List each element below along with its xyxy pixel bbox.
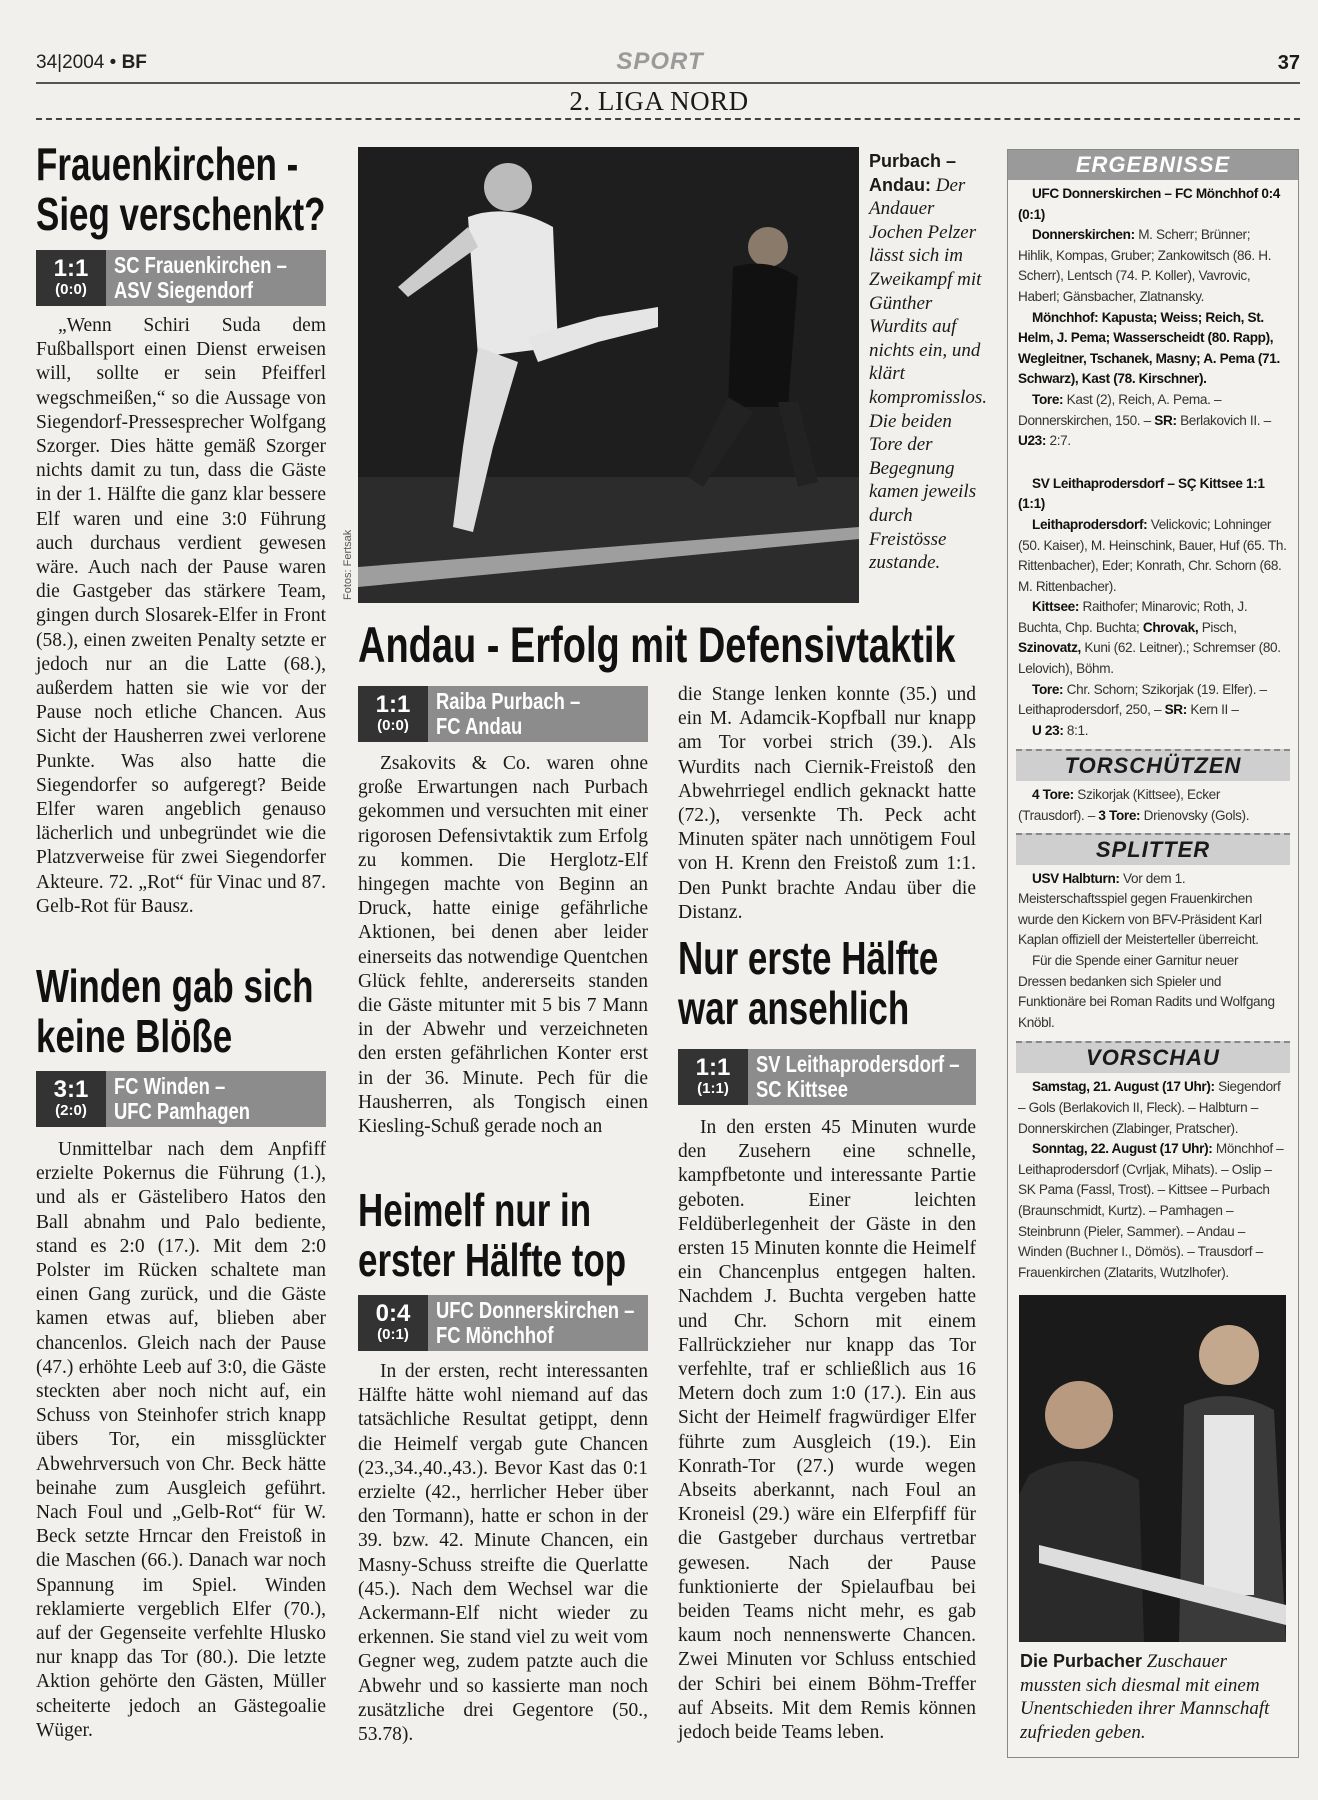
score-teams xyxy=(748,1049,976,1105)
text: Velickovic; Lohninger (50. Kaiser), M. Heinschink, Bauer, Huf (65. Th. Rittenbacher), Eder; Konrath, Chr. Schorn (68. M. Rittenbacher). xyxy=(1018,516,1287,594)
headline-line: keine Blöße xyxy=(36,1009,233,1062)
headline-line: Heimelf nur in xyxy=(358,1184,592,1236)
score-result xyxy=(358,686,428,742)
headline-leithaprodersdorf xyxy=(678,934,976,1033)
torschuetzen-list xyxy=(1008,781,1298,826)
sidebar-paragraph xyxy=(1018,680,1288,721)
final-score: 1:1 xyxy=(53,255,89,282)
text: Drienovsky (Gols). xyxy=(1143,808,1250,824)
article-body-leithaprodersdorf xyxy=(678,1116,976,1745)
page-number: 37 xyxy=(1277,52,1300,74)
caption-text: Der Andauer Jochen Pelzer lässt sich im Zweikampf mit Günther Wurdits auf nichts ein, und klärt kompromisslos. Die beiden Tore der Begegnung kamen jeweils durch Freistösse zustande. xyxy=(869,174,988,574)
bold-text: U 23: xyxy=(1032,722,1067,738)
article-body-andau-part2 xyxy=(678,683,976,925)
paragraph: In den ersten 45 Minuten wurde den Zusehern eine schnelle, kampfbetonte und interessante Partie geboten. Einer leichten Feldüberlegenheit der Gäste in den ersten 15 Minuten konnte die Heimelf ein Chancenplus entgegen halten. Nachdem J. Buchta vergeben hatte und Chr. Schorn mit einem Fallrückzieher nur knapp das Tor verfehlte, traf er schließlich aus 16 Metern doch zum 1:0 (17.). Ein aus Sicht der Heimelf fragwürdiger Elfer führte zum Ausgleich (19.). Ein Konrath-Tor (27.) wurde wegen Abseits aberkannt, nach Foul an Kroneisl (29.) wäre ein Elferpfiff für die Gastgeber durchaus vertretbar gewesen. Nach der Pause funktionierte der Spielaufbau bei beiden Teams nicht mehr, es gab kaum noch nennenswerte Chancen. Zwei Minuten vor Schluss entschied der Schiri bei einem Böhm-Treffer auf Abseits. Mit dem Remis können jedoch beide Teams leben. xyxy=(678,1117,976,1744)
sidebar-paragraph xyxy=(1018,1077,1288,1139)
bold-text: SV Leithaprodersdorf – SÇ Kittsee 1:1 (1:1) xyxy=(1018,475,1265,512)
halftime-score: (0:1) xyxy=(377,1326,409,1343)
sidebar-paragraph xyxy=(1018,390,1288,452)
bold-text: 3 Tore: xyxy=(1098,808,1144,824)
text: Vor dem 1. Meisterschaftsspiel gegen Frauenkirchen wurde den Kickern von BFV-Präsident Karl Kaplan offiziell der Meisterteller überreicht. xyxy=(1018,870,1262,948)
photo-credit: Fotos: Fertsak xyxy=(342,529,354,600)
bold-text: Mönchhof: Kapusta; Weiss; Reich, St. Helm, J. Pema; Wasserscheidt (80. Rapp), Wegleitner, Tschanek, Masny; A. Pema (71. Schwarz), Kast (78. Kirschner). xyxy=(1018,309,1280,387)
bold-text: SR: xyxy=(1164,702,1191,718)
final-score: 0:4 xyxy=(375,1300,411,1327)
score-teams xyxy=(106,1071,326,1127)
vorschau-list xyxy=(1008,1073,1298,1283)
bold-text: Samstag, 21. August (17 Uhr): xyxy=(1032,1079,1219,1095)
team-line: Raiba Purbach – xyxy=(436,688,581,714)
sidebar-paragraph xyxy=(1018,474,1288,515)
team-line: SV Leithaprodersdorf – xyxy=(756,1051,960,1077)
text: Chr. Schorn; Szikorjak (19. Elfer). – Leithaprodersdorf, 250, – xyxy=(1018,681,1267,718)
bold-text: USV Halbturn: xyxy=(1032,870,1124,886)
section-heading-ergebnisse: ERGEBNISSE xyxy=(1008,150,1298,180)
team-line: FC Mönchhof xyxy=(436,1322,554,1348)
bold-text: 4 Tore: xyxy=(1032,787,1078,803)
spectators-image xyxy=(1019,1295,1286,1642)
bold-text: Szinovatz, xyxy=(1018,640,1085,656)
team-line: SC Frauenkirchen – xyxy=(114,252,287,278)
section-title: SPORT xyxy=(616,48,704,75)
headline-line: Nur erste Hälfte xyxy=(678,932,939,984)
text: 8:1. xyxy=(1066,722,1089,738)
sidebar-paragraph xyxy=(1018,951,1288,1033)
text: Berlakovich II. – xyxy=(1180,412,1271,428)
team-line: ASV Siegendorf xyxy=(114,277,254,303)
score-result xyxy=(358,1295,428,1351)
section-heading-torschuetzen: TORSCHÜTZEN xyxy=(1016,749,1290,781)
bold-text: SR: xyxy=(1154,412,1181,428)
splitter-list xyxy=(1008,865,1298,1034)
final-score: 1:1 xyxy=(375,691,411,718)
section-heading-vorschau: VORSCHAU xyxy=(1016,1041,1290,1073)
team-line: UFC Donnerskirchen – xyxy=(436,1297,635,1323)
sidebar-paragraph xyxy=(1018,225,1288,307)
sidebar-paragraph xyxy=(1018,515,1288,597)
headline-line: Andau - Erfolg mit Defensivtaktik xyxy=(358,617,956,673)
halftime-score: (1:1) xyxy=(697,1080,729,1097)
article-body-frauenkirchen xyxy=(36,314,326,919)
header-dashed-rule xyxy=(36,118,1300,120)
caption-text: Zuschauer mussten sich diesmal mit einem Unentschieden ihrer Mannschaft zufrieden geben. xyxy=(1020,1651,1270,1743)
score-teams xyxy=(428,686,648,742)
text: M. Scherr; Brünner; Hihlik, Kompas, Gruber; Zankowitsch (86. H. Scherr), Lentsch (74. P. Koller), Vavrovic, Haberl; Gänsbacher, Zlatnansky. xyxy=(1018,227,1272,304)
halftime-score: (0:0) xyxy=(377,717,409,734)
article-body-heimelf xyxy=(358,1360,648,1747)
score-box-heimelf xyxy=(358,1295,648,1351)
headline-line: Frauenkirchen - xyxy=(36,138,299,190)
score-box-andau xyxy=(358,686,648,742)
match-photo xyxy=(358,147,859,603)
headline-line: Winden gab sich xyxy=(36,960,314,1012)
sidebar-paragraph xyxy=(1018,184,1288,225)
issue-info xyxy=(36,52,147,74)
score-teams xyxy=(428,1295,648,1351)
bold-text: U23: xyxy=(1018,433,1050,449)
headline-line: Sieg verschenkt? xyxy=(36,187,326,240)
bold-text: Chrovak, xyxy=(1142,619,1202,635)
text: Kast (2), Reich, A. Pema. –Donnerskirchen, 150. – xyxy=(1018,391,1222,428)
text: Siegendorf – Gols (Berlakovich II, Fleck). – Halbturn – Donnerskirchen (Zlabinger, Pratscher). xyxy=(1018,1079,1281,1136)
team-line: FC Andau xyxy=(436,713,523,739)
halftime-score: (2:0) xyxy=(55,1102,87,1119)
score-teams xyxy=(106,250,326,306)
article-body-winden xyxy=(36,1138,326,1743)
spectators-photo xyxy=(1019,1295,1286,1642)
bold-text: UFC Donnerskirchen – FC Mönchhof 0:4 (0:1) xyxy=(1018,186,1280,222)
text: 2:7. xyxy=(1049,433,1071,449)
league-title: 2. LIGA NORD xyxy=(569,86,749,116)
bold-text: Kittsee: xyxy=(1032,599,1083,615)
headline-frauenkirchen xyxy=(36,140,326,239)
team-line: FC Winden – xyxy=(114,1073,226,1099)
final-score: 1:1 xyxy=(695,1054,731,1081)
text: Pisch, xyxy=(1201,619,1237,635)
bold-text: Sonntag, 22. August (17 Uhr): xyxy=(1032,1141,1216,1157)
sidebar-paragraph xyxy=(1018,1139,1288,1283)
paragraph: Unmittelbar nach dem Anpfiff erzielte Pokernus die Führung (1.), und als er Gästelibero Hatos den Ball abnahm und Palo bediente, stand es 2:0 (17.). Mit dem 2:0 Polster im Rücken schaltete man einen Gang zurück, und die Gäste kamen etwas auf, blieben aber chancenlos. Gleich nach der Pause (47.) erhöhte Leeb auf 3:0, die Gäste steckten aber noch nicht auf, ein Schuss von Steinhofer strich knapp übers Tor, ein missglückter Abwehrversuch von Chr. Beck hätte beinahe zum Ausgleich geführt. Nach Foul und „Gelb-Rot“ für W. Beck setzte Hrncar den Freistoß in die Maschen (66.). Danach war noch Spannung im Spiel. Winden reklamierte vergeblich Elfer (70.), auf der Gegenseite verfehlte Hlusko nur knapp das Tor (80.). Die letzte Aktion gehörte den Gästen, Müller scheiterte jedoch an Gästegoalie Wüger. xyxy=(36,1139,326,1741)
sidebar-paragraph xyxy=(1018,785,1288,826)
score-box-leithaprodersdorf xyxy=(678,1049,976,1105)
score-result xyxy=(36,1071,106,1127)
bold-text: Tore: xyxy=(1032,391,1067,407)
paragraph: Zsakovits & Co. waren ohne große Erwartungen nach Purbach gekommen und versuchten mit einer rigorosen Defensivtaktik zum Erfolg zu kommen. Die Herglotz-Elf hingegen machte von Beginn an Druck, hatte einige gefährliche Aktionen, bei denen aber leider einerseits das notwendige Quentchen Glück fehlte, andererseits standen die Gäste mitunter mit 5 bis 7 Mann in der Abwehr und verzeichneten den ersten gefährlichen Konter erst in der 36. Minute. Pech für die Hausherren, als Tongisch einen Kiesling-Schuß gerade noch an xyxy=(358,753,648,1138)
headline-line: war ansehlich xyxy=(678,981,910,1034)
final-score: 3:1 xyxy=(53,1076,89,1103)
header-rule xyxy=(36,82,1300,84)
text: Mönchhof – Leithaprodersdorf (Cvrljak, Mihats). – Oslip – SK Pama (Fassl, Trost). – Kittsee – Purbach (Braunschmidt, Kurtz). – Pamhagen – Steinbrunn (Pieler, Sammer). – Andau – Winden (Buchner I., Dömös). – Trausdorf – Frauenkirchen (Zlatarits, Wutzlhofer). xyxy=(1018,1141,1284,1280)
ergebnisse-list xyxy=(1008,180,1298,741)
team-line: UFC Pamhagen xyxy=(114,1098,250,1124)
caption-lead: Die Purbacher xyxy=(1020,1651,1143,1671)
publication-name: BF xyxy=(121,52,147,73)
score-result xyxy=(36,250,106,306)
headline-andau xyxy=(358,618,978,672)
paragraph: In der ersten, recht interessanten Hälfte hätte wohl niemand auf das tatsächliche Resultat getippt, denn die Heimelf vergab gute Chancen (23.,34.,40.,43.). Bevor Kast das 0:1 erzielte (42., herrlicher Heber über den Tormann), hatte er schon in der 39. bzw. 42. Minute Chancen, ein Masny-Schuss streifte die Querlatte (45.). Nach dem Wechsel war die Ackermann-Elf nicht wieder zu erkennen. Sie stand viel zu weit vom Gegner weg, zudem patzte auch die Abwehr und so kassierte man noch zusätzliche drei Gegentore (50., 53.78). xyxy=(358,1361,648,1746)
text: Raithofer; Minarovic; Roth, J. Buchta, Chp. Buchta; xyxy=(1018,599,1248,635)
headline-line: erster Hälfte top xyxy=(358,1233,627,1286)
issue-number: 34|2004 • xyxy=(36,52,117,73)
paragraph: die Stange lenken konnte (35.) und ein M. Adamcik-Kopfball nur knapp am Tor vorbei strich (39.). Als Wurdits nach Ciernik-Freistoß den Abwehrriegel endlich geknackt hatte (72.), versenkte Th. Peck acht Minuten später nach unnötigem Foul von H. Krenn den Freistoß zum 1:1. Den Punkt brachte Andau über die Distanz. xyxy=(678,684,976,923)
score-box-frauenkirchen xyxy=(36,250,326,306)
sidebar-paragraph xyxy=(1018,308,1288,390)
text: Kern II – xyxy=(1190,702,1239,718)
bold-text: Leithaprodersdorf: xyxy=(1032,516,1151,532)
text: Für die Spende einer Garnitur neuer Dressen bedanken sich Spieler und Funktionäre bei Roman Radits und Wolfgang Knöbl. xyxy=(1018,953,1275,1030)
team-line: SC Kittsee xyxy=(756,1076,849,1102)
text: Szikorjak (Kittsee), Ecker (Trausdorf). – xyxy=(1018,787,1221,824)
score-box-winden xyxy=(36,1071,326,1127)
photo-caption-main xyxy=(869,150,989,575)
bold-text: Donnerskirchen: xyxy=(1032,227,1139,243)
sidebar-paragraph xyxy=(1018,721,1288,742)
article-body-andau-part1 xyxy=(358,752,648,1139)
sidebar-paragraph xyxy=(1018,597,1288,679)
halftime-score: (0:0) xyxy=(55,281,87,298)
sidebar-paragraph xyxy=(1018,869,1288,951)
headline-winden xyxy=(36,962,326,1061)
caption-lead: Purbach – Andau: xyxy=(869,151,957,195)
section-heading-splitter: SPLITTER xyxy=(1016,833,1290,865)
football-players-image xyxy=(358,147,859,603)
bold-text: Tore: xyxy=(1032,681,1067,697)
photo-caption-spectators xyxy=(1020,1650,1290,1744)
score-result xyxy=(678,1049,748,1105)
headline-heimelf xyxy=(358,1186,648,1285)
text: Kuni (62. Leitner).; Schremser (80. Lelovich), Böhm. xyxy=(1018,640,1281,677)
paragraph: „Wenn Schiri Suda dem Fußballsport einen Dienst erweisen will, sollte er sein Pfeifferl wegschmeißen,“ so die Aussage von Siegendorf-Pressesprecher Wolfgang Szorger. Dies hätte gemäß Szorger nichts damit zu tun, dass die Gäste in der 1. Hälfte die ganz klar bessere Elf waren und eine 3:0 Führung auch durchaus verdient gewesen wäre. Auch nach der Pause waren die Gastgeber das stärkere Team, gingen durch Slosarek-Elfer in Front (58.), einen zweiten Penalty setzte er jedoch nur an die Latte (68.), außerdem hatten sie wie vor der Pause noch etliche Chancen. Aus Sicht der Hausherren zwei verlorene Punkte. Was also hatte die Siegendorfer so aufgeregt? Beide Elfer waren angeblich genauso lächerlich und unbegründet wie die Platzverweise für zwei Siegendorfer Akteure. 72. „Rot“ für Vinac und 87. Gelb-Rot für Bausz. xyxy=(36,315,326,917)
